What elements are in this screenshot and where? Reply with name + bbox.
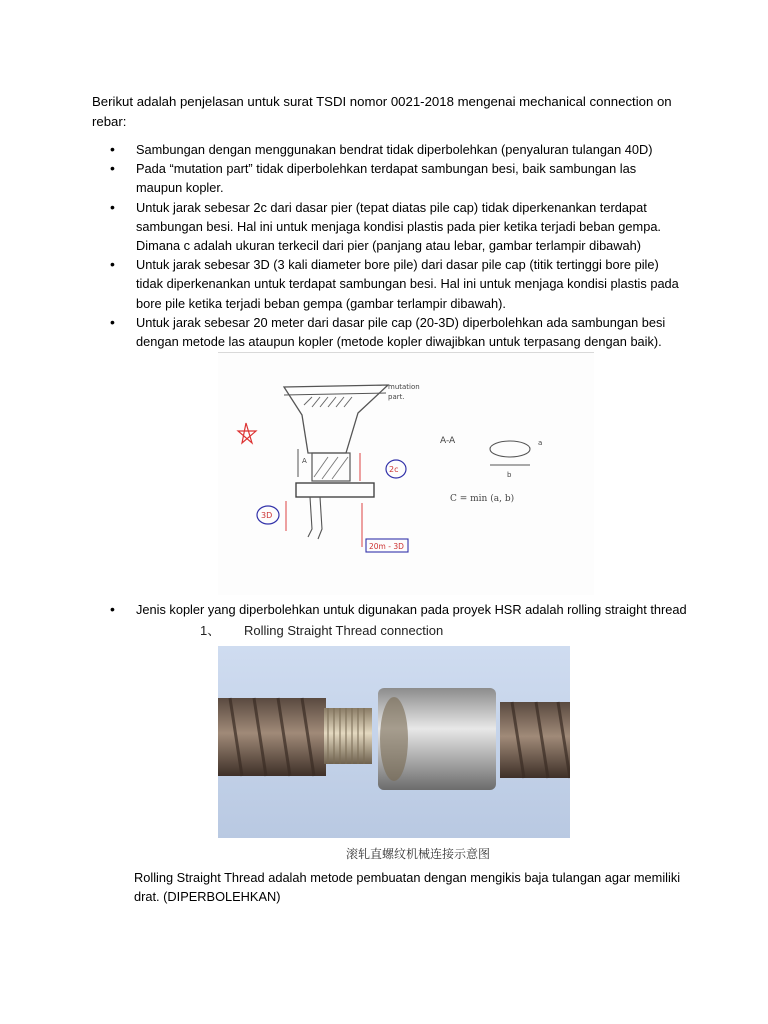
bullet-dot: • (110, 601, 115, 617)
bore-pile-left (308, 497, 312, 537)
star-mark (238, 423, 256, 443)
coupler-photo (218, 646, 570, 838)
part-label: part. (388, 393, 405, 401)
item-number: 1、 (200, 623, 221, 638)
list-item: • Untuk jarak sebesar 3D (3 kali diameter bore pile) dari dasar pile cap (titik tertinggi bore pile) tidak diperkenankan untuk terdapat sambungan besi. Hal ini untuk menjaga kondisi plastis pada bore pile ketika terjadi beban gempa (gambar terlampir dibawah). (92, 255, 682, 313)
pier-sketch-figure (218, 352, 594, 595)
pier-head-shape (284, 385, 388, 453)
section-label: A-A (440, 436, 456, 446)
item-title: Rolling Straight Thread connection (244, 623, 444, 638)
list-item: • Untuk jarak sebesar 2c dari dasar pier (tepat diatas pile cap) tidak diperkenankan terdapat sambungan besi. Hal ini untuk menjaga kondisi plastis pada pier ketika terjadi beban gempa. Dimana c adalah ukuran terkecil dari pier (panjang atau lebar, gambar terlampir dibawah) (92, 198, 682, 256)
photo-caption: 滚轧直螺纹机械连接示意图 (346, 847, 491, 861)
pier-head-top-line (284, 393, 386, 395)
list-item: • Sambungan dengan menggunakan bendrat tidak diperbolehkan (penyaluran tulangan 40D) (92, 140, 682, 159)
label-3d: 3D (261, 511, 273, 520)
mutation-label: mutation (388, 383, 420, 391)
coupler-opening (380, 697, 408, 781)
conclusion-paragraph: Rolling Straight Thread adalah metode pembuatan dengan mengikis baja tulangan agar memiliki drat. (DIPERBOLEHKAN) (134, 870, 681, 904)
section-ellipse (490, 441, 530, 457)
pier-hatch (314, 457, 348, 479)
dim-a-label: a (538, 439, 543, 447)
hatch-lines (304, 397, 352, 407)
list-item: • Pada “mutation part” tidak diperbolehkan terdapat sambungan besi, baik sambungan las maupun kopler. (92, 159, 682, 197)
pile-cap (296, 483, 374, 497)
list-item: • Untuk jarak sebesar 20 meter dari dasar pile cap (20-3D) diperbolehkan ada sambungan besi dengan metode las ataupun kopler (metode kopler diwajibkan untuk terpasang dengan baik). (92, 313, 682, 351)
intro-paragraph: Berikut adalah penjelasan untuk surat TSDI nomor 0021-2018 mengenai mechanical connection on rebar: (92, 94, 672, 129)
label-20m: 20m - 3D (369, 542, 404, 551)
label-2c: 2c (389, 465, 399, 474)
rebar-left (218, 698, 326, 776)
arrow-a-label: A (302, 457, 307, 465)
kopler-bullet-text: Jenis kopler yang diperbolehkan untuk digunakan pada proyek HSR adalah rolling straight thread (136, 602, 687, 617)
threaded-end (324, 708, 372, 764)
requirements-list (92, 140, 682, 351)
bore-pile-right (318, 497, 322, 539)
formula-label: C = min (a, b) (450, 494, 515, 504)
numbered-heading (200, 622, 443, 640)
dim-b-label: b (507, 471, 512, 479)
